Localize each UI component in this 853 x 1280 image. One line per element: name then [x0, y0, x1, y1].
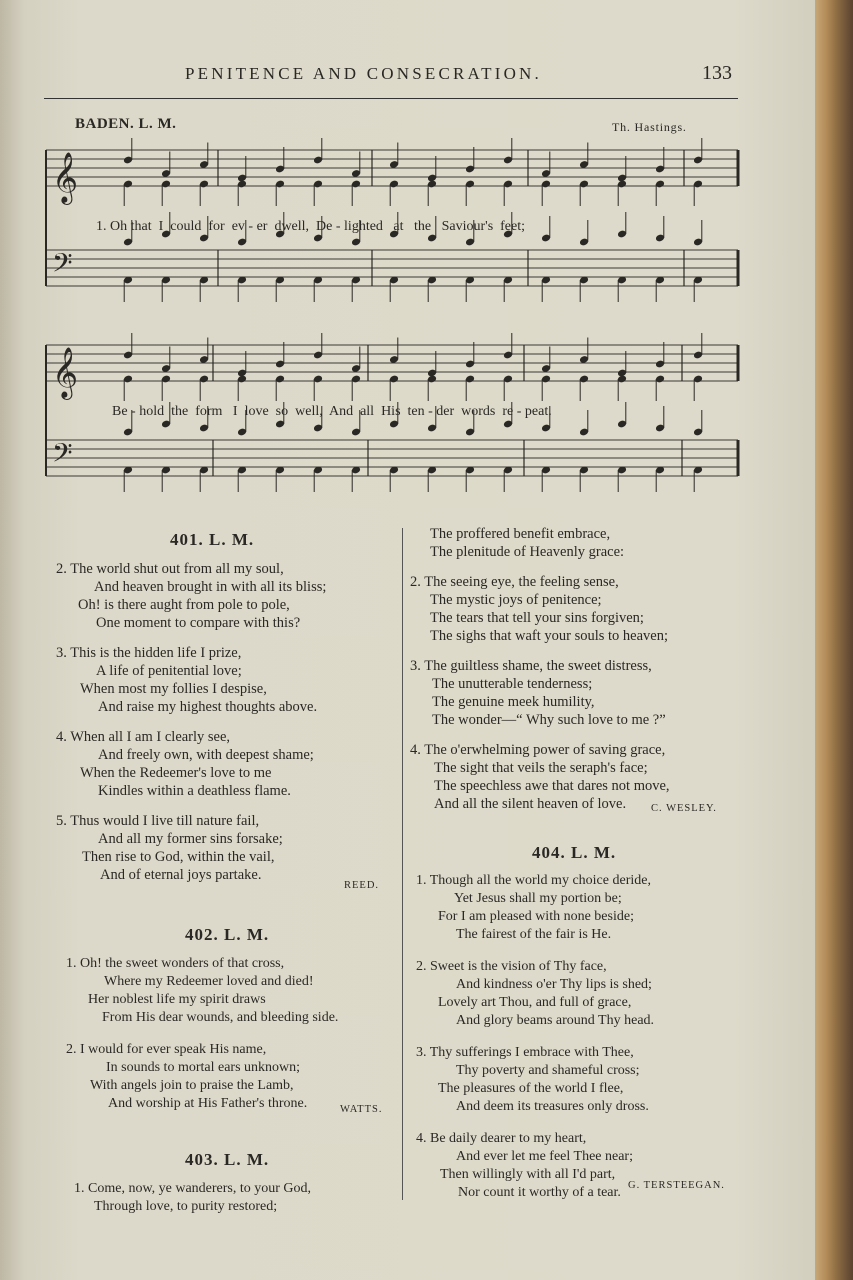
verse-line: Thy poverty and shameful cross;	[456, 1063, 640, 1078]
verse	[410, 657, 670, 729]
page-number: 133	[702, 62, 732, 84]
verse-line: The genuine meek humility,	[432, 694, 595, 710]
verse-line: And raise my highest thoughts above.	[98, 699, 318, 715]
hymn-403-author: C. WESLEY.	[651, 803, 717, 814]
hymn-401-author: REED.	[344, 880, 380, 891]
verse-line: The plenitude of Heavenly grace:	[430, 544, 625, 560]
treble-clef-icon: 𝄞	[52, 152, 79, 203]
verse-line: Where my Redeemer loved and died!	[104, 974, 314, 989]
verse-line: A life of penitential love;	[96, 663, 242, 679]
verse	[416, 872, 654, 944]
hymn-404-text	[416, 872, 654, 1202]
verse	[410, 525, 670, 561]
verse	[56, 728, 326, 800]
verse-line: The speechless awe that dares not move,	[434, 778, 670, 794]
verse	[410, 741, 670, 813]
hymn-402-author: WATTS.	[340, 1104, 383, 1115]
verse-line: The unutterable tenderness;	[432, 676, 593, 692]
verse-line: The fairest of the fair is He.	[456, 927, 612, 942]
verse	[66, 955, 338, 1027]
verse-line: 4. When all I am I clearly see,	[56, 729, 231, 745]
verse-line: Kindles within a deathless flame.	[98, 783, 291, 799]
lyric-line-2: Be - hold the form I love so well, And all His ten - der words re - peat.	[112, 404, 552, 419]
verse-line: The mystic joys of penitence;	[430, 592, 602, 608]
hymn-403-text-start	[74, 1180, 311, 1216]
verse-line: Lovely art Thou, and full of grace,	[438, 995, 632, 1010]
verse-line: And all the silent heaven of love.	[434, 796, 627, 812]
verse-line: With angels join to praise the Lamb,	[90, 1078, 294, 1093]
verse-line: And heaven brought in with all its bliss;	[94, 579, 327, 595]
verse-line: From His dear wounds, and bleeding side.	[102, 1010, 339, 1025]
verse-line: Then willingly with all I'd part,	[440, 1167, 616, 1182]
verse-line: One moment to compare with this?	[96, 615, 301, 631]
column-divider	[402, 528, 403, 1200]
verse-line: Oh! is there aught from pole to pole,	[78, 597, 290, 613]
verse-line: For I am pleased with none beside;	[438, 909, 634, 924]
verse-line: Then rise to God, within the vail,	[82, 849, 275, 865]
verse	[416, 1044, 654, 1116]
verse-line: Nor count it worthy of a tear.	[458, 1185, 621, 1200]
verse-line: When the Redeemer's love to me	[80, 765, 272, 781]
tune-name: BADEN. L. M.	[75, 116, 177, 132]
running-title: PENITENCE AND CONSECRATION.	[185, 64, 542, 83]
verse-line: In sounds to mortal ears unknown;	[106, 1060, 301, 1075]
verse-line: Through love, to purity restored;	[94, 1199, 278, 1214]
verse-line: And freely own, with deepest shame;	[98, 747, 314, 763]
verse	[56, 644, 326, 716]
verse	[416, 958, 654, 1030]
verse	[410, 573, 670, 645]
bass-clef-icon: 𝄢	[52, 437, 73, 475]
tune-composer: Th. Hastings.	[612, 120, 687, 134]
hymn-403-text-cont	[410, 525, 670, 813]
verse-line: The tears that tell your sins forgiven;	[430, 610, 644, 626]
hymn-404-author: G. TERSTEEGAN.	[628, 1180, 725, 1191]
verse-line: And glory beams around Thy head.	[456, 1013, 655, 1028]
verse-line: And deem its treasures only dross.	[456, 1099, 649, 1114]
music-score	[0, 0, 815, 520]
verse-line: 3. The guiltless shame, the sweet distress,	[410, 658, 652, 674]
verse	[56, 560, 326, 632]
verse-line: 3. Thy sufferings I embrace with Thee,	[416, 1045, 634, 1060]
verse-line: 1. Oh! the sweet wonders of that cross,	[66, 956, 285, 971]
lyric-line-1: 1. Oh that I could for ev - er dwell, De - lighted at the Saviour's feet;	[96, 219, 526, 234]
verse-line: 5. Thus would I live till nature fail,	[56, 813, 260, 829]
verse-line: And worship at His Father's throne.	[108, 1096, 308, 1111]
verse-line: 2. Sweet is the vision of Thy face,	[416, 959, 607, 974]
verse-line: And ever let me feel Thee near;	[456, 1149, 633, 1164]
verse-line: Her noblest life my spirit draws	[88, 992, 266, 1007]
verse-line: And kindness o'er Thy lips is shed;	[456, 977, 652, 992]
hymn-401-text	[56, 560, 326, 884]
verse-line: 1. Though all the world my choice deride,	[416, 873, 651, 888]
verse-line: The sight that veils the seraph's face;	[434, 760, 648, 776]
verse-line: 1. Come, now, ye wanderers, to your God,	[74, 1181, 312, 1196]
book-page-edges	[815, 0, 853, 1280]
treble-clef-icon: 𝄞	[52, 347, 79, 398]
verse-line: 4. Be daily dearer to my heart,	[416, 1131, 587, 1146]
hymn-402-heading: 402. L. M.	[185, 925, 270, 944]
verse-line: When most my follies I despise,	[80, 681, 267, 697]
bass-clef-icon: 𝄢	[52, 247, 73, 285]
verse-line: 2. I would for ever speak His name,	[66, 1042, 267, 1057]
verse-line: 2. The world shut out from all my soul,	[56, 561, 284, 577]
verse-line: 3. This is the hidden life I prize,	[56, 645, 242, 661]
verse-line: The wonder—“ Why such love to me ?”	[432, 712, 666, 728]
verse-line: 4. The o'erwhelming power of saving grace,	[410, 742, 666, 758]
verse-line: 2. The seeing eye, the feeling sense,	[410, 574, 619, 590]
verse-line: The pleasures of the world I flee,	[438, 1081, 624, 1096]
verse	[416, 1130, 654, 1202]
verse-line: The sighs that waft your souls to heaven;	[430, 628, 668, 644]
hymn-402-text	[66, 955, 338, 1113]
verse	[66, 1041, 338, 1113]
hymn-403-heading: 403. L. M.	[185, 1150, 270, 1169]
verse-line: Yet Jesus shall my portion be;	[454, 891, 622, 906]
verse-line: The proffered benefit embrace,	[430, 526, 611, 542]
verse-line: And all my former sins forsake;	[98, 831, 283, 847]
verse-line: And of eternal joys partake.	[100, 867, 262, 883]
hymn-404-heading: 404. L. M.	[532, 843, 617, 862]
verse	[56, 812, 326, 884]
hymn-401-heading: 401. L. M.	[170, 530, 255, 549]
